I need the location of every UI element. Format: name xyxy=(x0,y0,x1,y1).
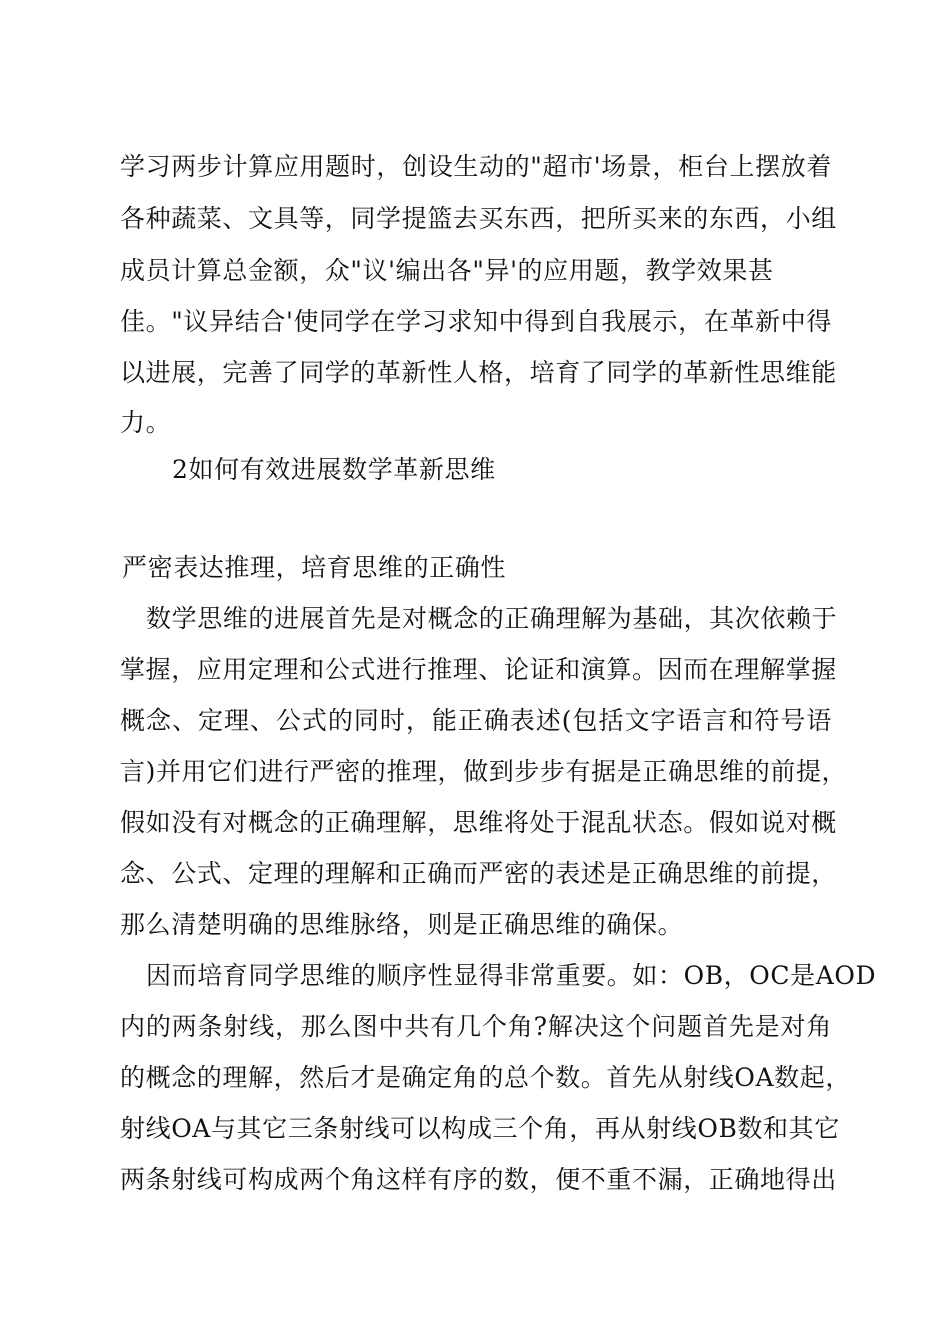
paragraph-line: 那么清楚明确的思维脉络，则是正确思维的确保。 xyxy=(120,910,684,939)
paragraph-line: 言)并用它们进行严密的推理，做到步步有据是正确思维的前提， xyxy=(120,757,848,786)
paragraph-line: 念、公式、定理的理解和正确而严密的表述是正确思维的前提， xyxy=(120,859,837,888)
paragraph-line: 因而培育同学思维的顺序性显得非常重要。如：OB，OC是AOD xyxy=(146,961,877,990)
paragraph-line: 概念、定理、公式的同时，能正确表述(包括文字语言和符号语 xyxy=(120,706,832,735)
paragraph-line: 掌握，应用定理和公式进行推理、论证和演算。因而在理解掌握 xyxy=(120,655,837,684)
paragraph-line: 佳。"议异结合'使同学在学习求知中得到自我展示，在革新中得 xyxy=(120,307,832,336)
paragraph-line: 数学思维的进展首先是对概念的正确理解为基础，其次依赖于 xyxy=(146,604,838,633)
subsection-heading: 严密表达推理，培育思维的正确性 xyxy=(122,553,507,582)
paragraph-line: 射线OA与其它三条射线可以构成三个角，再从射线OB数和其它 xyxy=(120,1114,840,1143)
section-heading: 2如何有效进展数学革新思维 xyxy=(172,455,496,484)
paragraph-line: 内的两条射线，那么图中共有几个角?解决这个问题首先是对角 xyxy=(120,1012,832,1041)
paragraph-line: 两条射线可构成两个角这样有序的数，便不重不漏，正确地得出 xyxy=(120,1165,837,1194)
paragraph-line: 的概念的理解，然后才是确定角的总个数。首先从射线OA数起， xyxy=(120,1063,851,1092)
paragraph-line: 各种蔬菜、文具等，同学提篮去买东西，把所买来的东西，小组 xyxy=(120,204,837,233)
paragraph-line: 以进展，完善了同学的革新性人格，培育了同学的革新性思维能 xyxy=(120,358,837,387)
paragraph-line: 学习两步计算应用题时，创设生动的"超市'场景，柜台上摆放着 xyxy=(120,152,832,181)
paragraph-line: 力。 xyxy=(120,408,172,437)
paragraph-line: 假如没有对概念的正确理解，思维将处于混乱状态。假如说对概 xyxy=(120,808,837,837)
paragraph-line: 成员计算总金额，众"议'编出各"异'的应用题，教学效果甚 xyxy=(120,256,774,285)
